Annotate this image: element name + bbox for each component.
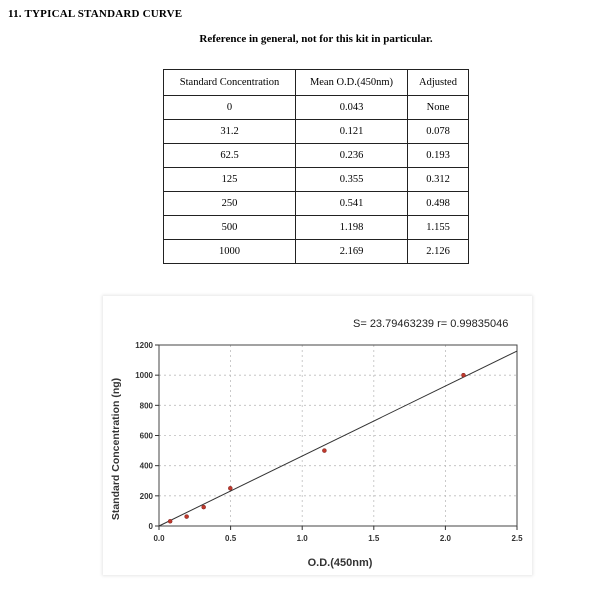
table-row: [164, 216, 469, 240]
table-row: [164, 96, 469, 120]
table-cell: 0.193: [408, 144, 469, 168]
x-tick-label: 0.5: [225, 534, 237, 543]
table-cell: 0.043: [296, 96, 408, 120]
table-row: [164, 240, 469, 264]
table-cell: 0.312: [408, 168, 469, 192]
chart-axes: [159, 345, 517, 526]
table-cell: 125: [164, 168, 296, 192]
header-adjusted: Adjusted: [408, 70, 469, 96]
standard-curve-chart: [103, 296, 532, 575]
standard-table: [163, 69, 469, 264]
data-point: [322, 449, 326, 453]
y-tick-label: 600: [139, 431, 153, 441]
table-cell: 0.121: [296, 120, 408, 144]
table-row: [164, 144, 469, 168]
table-row: [164, 192, 469, 216]
header-standard-concentration: Standard Concentration: [164, 70, 296, 96]
header-mean-od: Mean O.D.(450nm): [296, 70, 408, 96]
data-point: [202, 505, 206, 509]
table-cell: 0.078: [408, 120, 469, 144]
table-cell: 0: [164, 96, 296, 120]
chart-ticks: [135, 341, 523, 543]
x-tick-label: 0.0: [153, 534, 165, 543]
y-tick-label: 0: [148, 522, 153, 531]
y-tick-label: 800: [139, 401, 153, 411]
table-row: [164, 168, 469, 192]
chart-svg: [103, 296, 532, 575]
table-cell: 0.498: [408, 192, 469, 216]
table-cell: 0.355: [296, 168, 408, 192]
table-cell: 0.236: [296, 144, 408, 168]
table-header-row: [164, 70, 469, 96]
x-axis-label: O.D.(450nm): [307, 557, 373, 569]
y-tick-label: 400: [139, 461, 153, 471]
x-tick-label: 1.5: [368, 534, 380, 543]
x-tick-label: 2.0: [439, 534, 451, 543]
section-title: 11. TYPICAL STANDARD CURVE: [8, 8, 183, 20]
table-cell: 1.198: [296, 216, 408, 240]
table-cell: 0.541: [296, 192, 408, 216]
y-axis-label: Standard Concentration (ng): [110, 377, 122, 521]
x-tick-label: 1.0: [296, 534, 308, 543]
table-cell: 500: [164, 216, 296, 240]
y-tick-label: 1000: [135, 371, 153, 381]
data-point: [228, 486, 232, 490]
table-cell: 250: [164, 192, 296, 216]
regression-annotation: S= 23.79463239 r= 0.99835046: [353, 318, 509, 330]
y-tick-label: 1200: [135, 341, 153, 350]
table-subtitle: Reference in general, not for this kit in particular.: [199, 33, 433, 45]
chart-grid: [159, 345, 517, 526]
table-cell: None: [408, 96, 469, 120]
data-point: [185, 515, 189, 519]
plot-frame: [159, 345, 517, 526]
data-point: [168, 519, 172, 523]
chart-points: [168, 373, 465, 523]
x-tick-label: 2.5: [511, 534, 523, 543]
table-cell: 62.5: [164, 144, 296, 168]
table-cell: 31.2: [164, 120, 296, 144]
table-cell: 2.126: [408, 240, 469, 264]
table-cell: 2.169: [296, 240, 408, 264]
table-cell: 1000: [164, 240, 296, 264]
table-cell: 1.155: [408, 216, 469, 240]
y-tick-label: 200: [139, 491, 153, 501]
table-row: [164, 120, 469, 144]
data-point: [461, 373, 465, 377]
